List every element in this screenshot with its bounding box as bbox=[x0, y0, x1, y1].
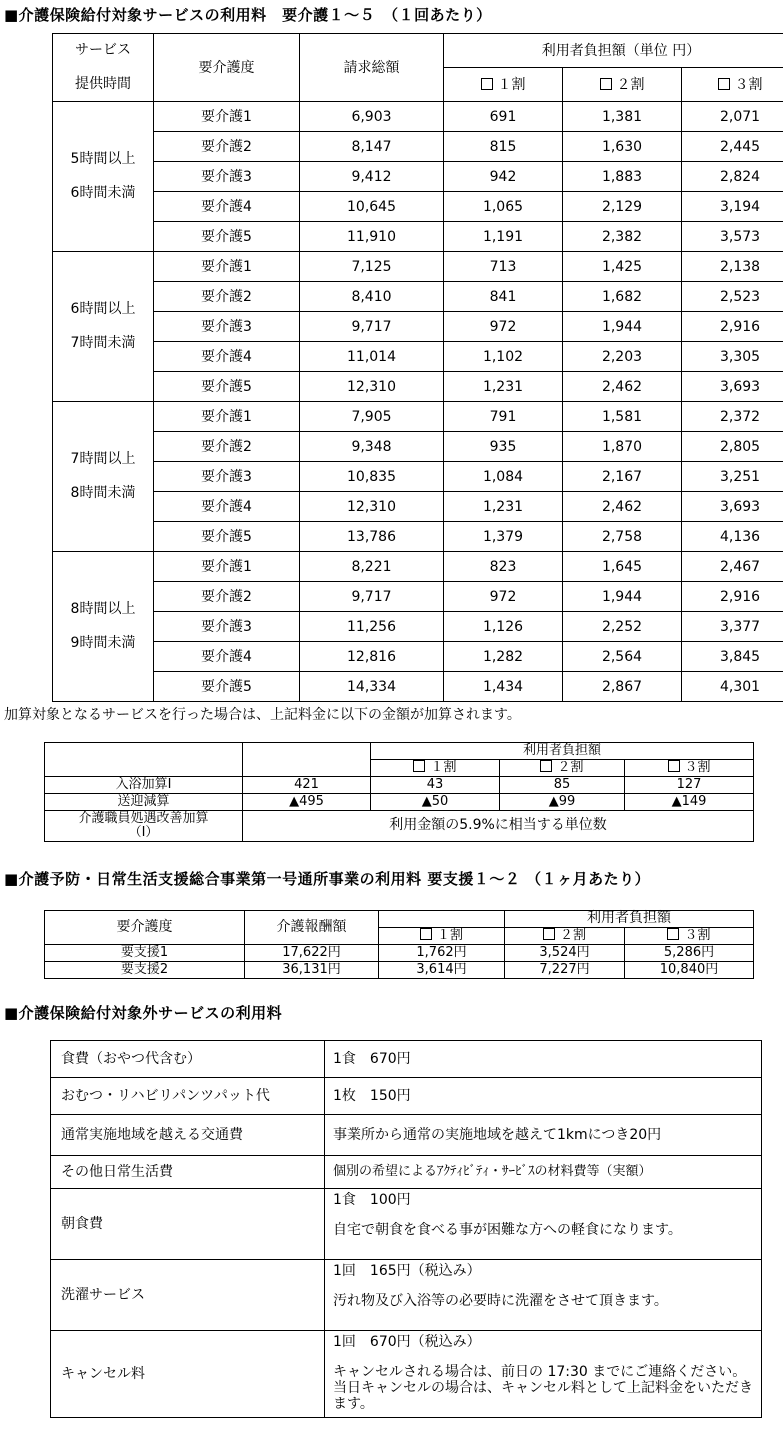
fee-label: 食費（おやつ代含む） bbox=[51, 1041, 325, 1078]
care-level-cell: 要介護5 bbox=[154, 522, 300, 552]
support-header-ratio-3: ３割 bbox=[625, 928, 754, 945]
addon-row-bath bbox=[45, 777, 754, 794]
ratio3-cell: 3,194 bbox=[682, 192, 783, 222]
care-level-cell: 要介護3 bbox=[154, 312, 300, 342]
ratio2-cell: 1,682 bbox=[563, 282, 682, 312]
checkbox-icon bbox=[718, 78, 730, 90]
fee-detail: 1回 670円（税込み） キャンセルされる場合は、前日の 17:30 までにご連絡ください。当日キャンセルの場合は、キャンセル料として上記料金をいただきます。 bbox=[325, 1331, 762, 1418]
ratio2-cell: 1,645 bbox=[563, 552, 682, 582]
care-level-cell: 要介護2 bbox=[154, 132, 300, 162]
care-level-cell: 要介護3 bbox=[154, 462, 300, 492]
fee-table-row bbox=[53, 162, 783, 192]
total-billing-cell: 8,410 bbox=[300, 282, 444, 312]
ratio3-cell: 3,251 bbox=[682, 462, 783, 492]
total-billing-cell: 10,645 bbox=[300, 192, 444, 222]
support-header-level: 要介護度 bbox=[45, 911, 245, 945]
support-row bbox=[45, 945, 754, 962]
improvement-label: 介護職員処遇改善加算 （Ⅰ） bbox=[45, 811, 243, 842]
ratio1-cell: 942 bbox=[444, 162, 563, 192]
support-header-blank bbox=[379, 911, 505, 928]
total-billing-cell: 8,147 bbox=[300, 132, 444, 162]
fee-table-row bbox=[53, 402, 783, 432]
ratio2-cell: 2,252 bbox=[563, 612, 682, 642]
ratio2-cell: 1,944 bbox=[563, 582, 682, 612]
total-billing-cell: 12,816 bbox=[300, 642, 444, 672]
care-level-cell: 要介護2 bbox=[154, 582, 300, 612]
ratio3-cell: 2,805 bbox=[682, 432, 783, 462]
support-value: 3,614円 bbox=[379, 962, 505, 979]
total-billing-cell: 6,903 bbox=[300, 102, 444, 132]
ratio1-cell: 1,102 bbox=[444, 342, 563, 372]
service-time-cell: 5時間以上 6時間未満 bbox=[53, 102, 154, 252]
care-fee-table bbox=[52, 33, 783, 702]
fee-row-diaper bbox=[51, 1078, 762, 1115]
support-value: 17,622円 bbox=[245, 945, 379, 962]
ratio3-cell: 2,523 bbox=[682, 282, 783, 312]
ratio3-cell: 3,305 bbox=[682, 342, 783, 372]
ratio3-cell: 2,916 bbox=[682, 312, 783, 342]
ratio2-cell: 1,381 bbox=[563, 102, 682, 132]
addon-header-blank bbox=[45, 743, 243, 777]
ratio1-cell: 1,065 bbox=[444, 192, 563, 222]
ratio3-cell: 2,467 bbox=[682, 552, 783, 582]
ratio1-cell: 815 bbox=[444, 132, 563, 162]
ratio1-cell: 841 bbox=[444, 282, 563, 312]
checkbox-icon bbox=[600, 78, 612, 90]
total-billing-cell: 7,905 bbox=[300, 402, 444, 432]
care-level-cell: 要介護1 bbox=[154, 102, 300, 132]
support-value: 7,227円 bbox=[505, 962, 625, 979]
checkbox-icon bbox=[413, 760, 425, 772]
fee-label: キャンセル料 bbox=[51, 1331, 325, 1418]
ratio1-cell: 1,434 bbox=[444, 672, 563, 702]
addon-value: 421 bbox=[243, 777, 371, 794]
ratio2-cell: 2,867 bbox=[563, 672, 682, 702]
total-billing-cell: 9,348 bbox=[300, 432, 444, 462]
ratio2-cell: 2,462 bbox=[563, 492, 682, 522]
fee-table-row bbox=[53, 132, 783, 162]
ratio3-cell: 2,138 bbox=[682, 252, 783, 282]
ratio2-cell: 1,883 bbox=[563, 162, 682, 192]
care-level-cell: 要介護2 bbox=[154, 282, 300, 312]
fee-table-row bbox=[53, 252, 783, 282]
support-header-fee: 介護報酬額 bbox=[245, 911, 379, 945]
support-header-ratio-2: ２割 bbox=[505, 928, 625, 945]
ratio2-cell: 1,944 bbox=[563, 312, 682, 342]
support-fee-table bbox=[44, 910, 754, 979]
fee-table-row bbox=[53, 612, 783, 642]
fee-table-row bbox=[53, 342, 783, 372]
fee-label: 通常実施地域を越える交通費 bbox=[51, 1115, 325, 1156]
care-level-cell: 要介護4 bbox=[154, 492, 300, 522]
ratio2-cell: 2,203 bbox=[563, 342, 682, 372]
support-level: 要支援2 bbox=[45, 962, 245, 979]
total-billing-cell: 11,014 bbox=[300, 342, 444, 372]
ratio2-cell: 2,758 bbox=[563, 522, 682, 552]
support-row bbox=[45, 962, 754, 979]
fee-table-row bbox=[53, 582, 783, 612]
header-service-time: サービス 提供時間 bbox=[53, 34, 154, 102]
support-value: 3,524円 bbox=[505, 945, 625, 962]
checkbox-icon bbox=[668, 760, 680, 772]
addon-row-improvement bbox=[45, 811, 754, 842]
ratio3-cell: 2,916 bbox=[682, 582, 783, 612]
care-level-cell: 要介護2 bbox=[154, 432, 300, 462]
ratio3-cell: 2,824 bbox=[682, 162, 783, 192]
ratio1-cell: 1,084 bbox=[444, 462, 563, 492]
total-billing-cell: 13,786 bbox=[300, 522, 444, 552]
total-billing-cell: 12,310 bbox=[300, 372, 444, 402]
ratio3-cell: 4,301 bbox=[682, 672, 783, 702]
care-level-cell: 要介護5 bbox=[154, 372, 300, 402]
fee-label: おむつ・リハビリパンツパット代 bbox=[51, 1078, 325, 1115]
addon-row-transport bbox=[45, 794, 754, 811]
ratio3-cell: 3,693 bbox=[682, 492, 783, 522]
care-level-cell: 要介護3 bbox=[154, 162, 300, 192]
ratio3-cell: 4,136 bbox=[682, 522, 783, 552]
fee-row-daily bbox=[51, 1156, 762, 1189]
fee-detail: 1回 165円（税込み） 汚れ物及び入浴等の必要時に洗濯をさせて頂きます。 bbox=[325, 1260, 762, 1331]
fee-label: その他日常生活費 bbox=[51, 1156, 325, 1189]
care-level-cell: 要介護4 bbox=[154, 192, 300, 222]
fee-detail: 1食 670円 bbox=[325, 1041, 762, 1078]
ratio3-cell: 2,071 bbox=[682, 102, 783, 132]
fee-table-row bbox=[53, 552, 783, 582]
ratio3-cell: 3,377 bbox=[682, 612, 783, 642]
fee-label: 朝食費 bbox=[51, 1189, 325, 1260]
addon-value: ▲50 bbox=[371, 794, 500, 811]
total-billing-cell: 14,334 bbox=[300, 672, 444, 702]
support-value: 5,286円 bbox=[625, 945, 754, 962]
section2-heading: ■介護予防・日常生活支援総合事業第一号通所事業の利用料 要支援１～２ （１ヶ月あたり） bbox=[4, 870, 651, 888]
improvement-value: 利用金額の5.9%に相当する単位数 bbox=[243, 811, 754, 842]
addon-header-ratio-3: ３割 bbox=[625, 760, 754, 777]
addon-value: 127 bbox=[625, 777, 754, 794]
care-level-cell: 要介護5 bbox=[154, 672, 300, 702]
support-value: 10,840円 bbox=[625, 962, 754, 979]
ratio3-cell: 3,573 bbox=[682, 222, 783, 252]
checkbox-icon bbox=[540, 760, 552, 772]
care-level-cell: 要介護1 bbox=[154, 552, 300, 582]
care-level-cell: 要介護4 bbox=[154, 642, 300, 672]
header-user-burden: 利用者負担額（単位 円） bbox=[444, 34, 783, 68]
addon-value: ▲495 bbox=[243, 794, 371, 811]
addon-table bbox=[44, 742, 754, 842]
header-ratio-3: ３割 bbox=[682, 68, 783, 102]
ratio1-cell: 791 bbox=[444, 402, 563, 432]
support-header-burden: 利用者負担額 bbox=[505, 911, 754, 928]
addon-value: ▲149 bbox=[625, 794, 754, 811]
fee-table-row bbox=[53, 432, 783, 462]
ratio1-cell: 972 bbox=[444, 312, 563, 342]
fee-table-row bbox=[53, 282, 783, 312]
support-level: 要支援1 bbox=[45, 945, 245, 962]
ratio2-cell: 2,462 bbox=[563, 372, 682, 402]
ratio1-cell: 1,231 bbox=[444, 492, 563, 522]
addon-header-ratio-2: ２割 bbox=[500, 760, 625, 777]
ratio3-cell: 3,845 bbox=[682, 642, 783, 672]
fee-table-row bbox=[53, 372, 783, 402]
ratio2-cell: 2,167 bbox=[563, 462, 682, 492]
support-value: 1,762円 bbox=[379, 945, 505, 962]
fee-table-row bbox=[53, 312, 783, 342]
total-billing-cell: 10,835 bbox=[300, 462, 444, 492]
fee-row-meal bbox=[51, 1041, 762, 1078]
ratio3-cell: 2,372 bbox=[682, 402, 783, 432]
fee-table-row bbox=[53, 492, 783, 522]
ratio2-cell: 1,630 bbox=[563, 132, 682, 162]
header-care-level: 要介護度 bbox=[154, 34, 300, 102]
addon-label: 送迎減算 bbox=[45, 794, 243, 811]
ratio2-cell: 1,581 bbox=[563, 402, 682, 432]
checkbox-icon bbox=[543, 928, 555, 940]
total-billing-cell: 9,717 bbox=[300, 312, 444, 342]
addon-intro: 加算対象となるサービスを行った場合は、上記料金に以下の金額が加算されます。 bbox=[4, 707, 521, 723]
ratio1-cell: 823 bbox=[444, 552, 563, 582]
fee-table-row bbox=[53, 192, 783, 222]
fee-row-laundry bbox=[51, 1260, 762, 1331]
fee-table-row bbox=[53, 102, 783, 132]
ratio1-cell: 972 bbox=[444, 582, 563, 612]
section1-heading: ■介護保険給付対象サービスの利用料 要介護１～５ （１回あたり） bbox=[4, 6, 492, 24]
fee-detail: 1枚 150円 bbox=[325, 1078, 762, 1115]
addon-header-blank2 bbox=[243, 743, 371, 777]
fee-table-row bbox=[53, 672, 783, 702]
fee-row-cancel bbox=[51, 1331, 762, 1418]
total-billing-cell: 7,125 bbox=[300, 252, 444, 282]
total-billing-cell: 12,310 bbox=[300, 492, 444, 522]
ratio1-cell: 691 bbox=[444, 102, 563, 132]
fee-detail: 事業所から通常の実施地域を越えて1kmにつき20円 bbox=[325, 1115, 762, 1156]
ratio2-cell: 2,129 bbox=[563, 192, 682, 222]
support-value: 36,131円 bbox=[245, 962, 379, 979]
care-level-cell: 要介護3 bbox=[154, 612, 300, 642]
ratio1-cell: 1,231 bbox=[444, 372, 563, 402]
care-level-cell: 要介護4 bbox=[154, 342, 300, 372]
fee-row-breakfast bbox=[51, 1189, 762, 1260]
header-ratio-2: ２割 bbox=[563, 68, 682, 102]
addon-value: 43 bbox=[371, 777, 500, 794]
total-billing-cell: 11,910 bbox=[300, 222, 444, 252]
support-header-ratio-1: １割 bbox=[379, 928, 505, 945]
header-total-billing: 請求総額 bbox=[300, 34, 444, 102]
fee-label: 洗濯サービス bbox=[51, 1260, 325, 1331]
service-time-cell: 7時間以上 8時間未満 bbox=[53, 402, 154, 552]
service-time-cell: 8時間以上 9時間未満 bbox=[53, 552, 154, 702]
ratio3-cell: 3,693 bbox=[682, 372, 783, 402]
fee-row-transport bbox=[51, 1115, 762, 1156]
total-billing-cell: 9,717 bbox=[300, 582, 444, 612]
total-billing-cell: 11,256 bbox=[300, 612, 444, 642]
ratio2-cell: 1,870 bbox=[563, 432, 682, 462]
non-covered-fee-table bbox=[50, 1040, 762, 1418]
addon-value: ▲99 bbox=[500, 794, 625, 811]
header-ratio-1: １割 bbox=[444, 68, 563, 102]
ratio1-cell: 1,379 bbox=[444, 522, 563, 552]
total-billing-cell: 9,412 bbox=[300, 162, 444, 192]
ratio2-cell: 1,425 bbox=[563, 252, 682, 282]
ratio2-cell: 2,382 bbox=[563, 222, 682, 252]
ratio2-cell: 2,564 bbox=[563, 642, 682, 672]
section3-heading: ■介護保険給付対象外サービスの利用料 bbox=[4, 1004, 283, 1022]
total-billing-cell: 8,221 bbox=[300, 552, 444, 582]
ratio1-cell: 1,282 bbox=[444, 642, 563, 672]
fee-detail: 個別の希望によるｱｸﾃｨﾋﾞﾃｨ・ｻｰﾋﾞｽの材料費等（実額） bbox=[325, 1156, 762, 1189]
fee-table-row bbox=[53, 222, 783, 252]
addon-header-burden: 利用者負担額 bbox=[371, 743, 754, 760]
fee-table-row bbox=[53, 462, 783, 492]
checkbox-icon bbox=[667, 928, 679, 940]
ratio1-cell: 935 bbox=[444, 432, 563, 462]
ratio1-cell: 713 bbox=[444, 252, 563, 282]
addon-label: 入浴加算Ⅰ bbox=[45, 777, 243, 794]
care-level-cell: 要介護1 bbox=[154, 252, 300, 282]
addon-header-ratio-1: １割 bbox=[371, 760, 500, 777]
fee-table-row bbox=[53, 522, 783, 552]
fee-detail: 1食 100円 自宅で朝食を食べる事が困難な方への軽食になります。 bbox=[325, 1189, 762, 1260]
ratio3-cell: 2,445 bbox=[682, 132, 783, 162]
care-level-cell: 要介護1 bbox=[154, 402, 300, 432]
addon-value: 85 bbox=[500, 777, 625, 794]
ratio1-cell: 1,126 bbox=[444, 612, 563, 642]
service-time-cell: 6時間以上 7時間未満 bbox=[53, 252, 154, 402]
ratio1-cell: 1,191 bbox=[444, 222, 563, 252]
fee-table-row bbox=[53, 642, 783, 672]
checkbox-icon bbox=[481, 78, 493, 90]
care-level-cell: 要介護5 bbox=[154, 222, 300, 252]
checkbox-icon bbox=[420, 928, 432, 940]
